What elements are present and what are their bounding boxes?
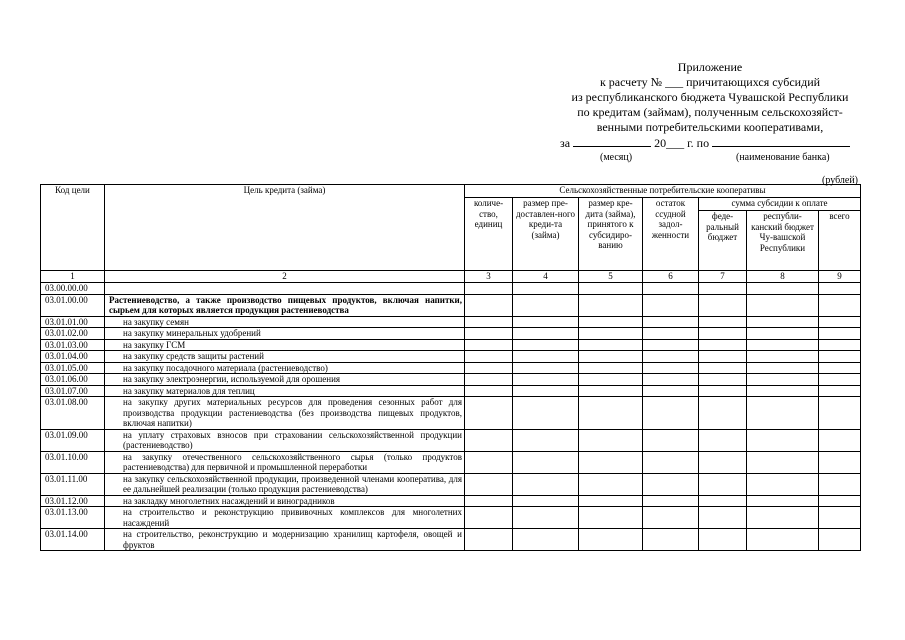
col-number: 3: [465, 271, 513, 283]
bank-blank: [712, 135, 850, 147]
empty-cell: [513, 397, 579, 430]
empty-cell: [465, 507, 513, 529]
empty-cell: [579, 473, 643, 495]
empty-cell: [819, 374, 861, 386]
empty-cell: [513, 529, 579, 551]
empty-cell: [819, 294, 861, 316]
appendix-line-3: из республиканского бюджета Чувашской Республики: [571, 90, 849, 104]
row-purpose: на закупку ГСМ: [105, 339, 465, 351]
col-number: 9: [819, 271, 861, 283]
column-numbers-row: [41, 271, 861, 283]
table-row: [41, 374, 861, 386]
col-number: 4: [513, 271, 579, 283]
row-purpose: Растениеводство, а также производство пищевых продуктов, включая напитки, сырьем для которых является продукция растениеводства: [105, 294, 465, 316]
row-code: 03.01.10.00: [41, 451, 105, 473]
empty-cell: [747, 328, 819, 340]
empty-cell: [819, 397, 861, 430]
row-code: 03.01.01.00: [41, 316, 105, 328]
empty-cell: [513, 294, 579, 316]
empty-cell: [819, 507, 861, 529]
empty-cell: [643, 283, 699, 295]
table-row: [41, 507, 861, 529]
row-code: 03.01.07.00: [41, 385, 105, 397]
empty-cell: [747, 385, 819, 397]
empty-cell: [465, 362, 513, 374]
empty-cell: [513, 316, 579, 328]
empty-cell: [465, 397, 513, 430]
header-federal: феде-ральный бюджет: [699, 211, 747, 271]
table-row: [41, 362, 861, 374]
period-line: [540, 135, 880, 151]
empty-cell: [643, 507, 699, 529]
empty-cell: [513, 451, 579, 473]
table-body: [41, 283, 861, 551]
empty-cell: [513, 362, 579, 374]
row-code: 03.01.03.00: [41, 339, 105, 351]
units-label: (рублей): [822, 175, 859, 186]
empty-cell: [465, 328, 513, 340]
appendix-line-2: к расчету № ___ причитающихся субсидий: [599, 75, 821, 89]
empty-cell: [699, 385, 747, 397]
empty-cell: [579, 294, 643, 316]
empty-cell: [465, 351, 513, 363]
empty-cell: [513, 374, 579, 386]
header-coops: Сельскохозяйственные потребительские кооперативы: [465, 185, 861, 198]
empty-cell: [643, 316, 699, 328]
empty-cell: [747, 473, 819, 495]
empty-cell: [579, 316, 643, 328]
empty-cell: [513, 283, 579, 295]
empty-cell: [465, 294, 513, 316]
empty-cell: [465, 385, 513, 397]
empty-cell: [819, 283, 861, 295]
appendix-line-5: венными потребительскими кооперативами,: [596, 120, 824, 134]
empty-cell: [747, 294, 819, 316]
table-row: [41, 294, 861, 316]
header-total: всего: [819, 211, 861, 271]
empty-cell: [699, 473, 747, 495]
empty-cell: [747, 529, 819, 551]
table-row: [41, 473, 861, 495]
empty-cell: [819, 429, 861, 451]
empty-cell: [699, 283, 747, 295]
empty-cell: [699, 294, 747, 316]
subsidy-table: [40, 184, 861, 551]
empty-cell: [465, 451, 513, 473]
empty-cell: [465, 495, 513, 507]
table-row: [41, 495, 861, 507]
month-blank: [573, 135, 651, 147]
table-row: [41, 397, 861, 430]
empty-cell: [513, 328, 579, 340]
row-code: 03.01.05.00: [41, 362, 105, 374]
empty-cell: [643, 397, 699, 430]
col-number: 1: [41, 271, 105, 283]
row-code: 03.01.09.00: [41, 429, 105, 451]
col-number: 5: [579, 271, 643, 283]
header-subsidy-sum: сумма субсидии к оплате: [699, 198, 861, 211]
header-accepted: размер кре-дита (займа), принятого к субсидиро-ванию: [579, 198, 643, 271]
empty-cell: [747, 339, 819, 351]
empty-cell: [699, 351, 747, 363]
header-purpose: Цель кредита (займа): [105, 185, 465, 271]
empty-cell: [579, 362, 643, 374]
caption-bank: (наименование банка): [736, 152, 830, 163]
empty-cell: [465, 374, 513, 386]
empty-cell: [747, 374, 819, 386]
row-purpose: на строительство, реконструкцию и модернизацию хранилищ картофеля, овощей и фруктов: [105, 529, 465, 551]
empty-cell: [699, 362, 747, 374]
row-purpose: на закупку материалов для теплиц: [105, 385, 465, 397]
empty-cell: [699, 316, 747, 328]
empty-cell: [747, 283, 819, 295]
empty-cell: [819, 362, 861, 374]
empty-cell: [643, 362, 699, 374]
empty-cell: [819, 328, 861, 340]
row-purpose: на закупку минеральных удобрений: [105, 328, 465, 340]
appendix-header: [540, 60, 880, 151]
col-number: 6: [643, 271, 699, 283]
header-code: Код цели: [41, 185, 105, 271]
empty-cell: [819, 529, 861, 551]
empty-cell: [747, 351, 819, 363]
table-row: [41, 328, 861, 340]
empty-cell: [643, 429, 699, 451]
empty-cell: [465, 339, 513, 351]
empty-cell: [819, 316, 861, 328]
empty-cell: [643, 339, 699, 351]
row-purpose: на закупку сельскохозяйственной продукции, произведенной членами кооператива, для ее дальнейшей реализации (только продукция растениеводства): [105, 473, 465, 495]
empty-cell: [579, 495, 643, 507]
row-purpose: на закупку посадочного материала (растениеводство): [105, 362, 465, 374]
empty-cell: [465, 316, 513, 328]
period-year: 20___ г. по: [654, 136, 710, 150]
empty-cell: [465, 429, 513, 451]
empty-cell: [579, 429, 643, 451]
row-purpose: [105, 283, 465, 295]
empty-cell: [643, 385, 699, 397]
empty-cell: [579, 507, 643, 529]
empty-cell: [579, 339, 643, 351]
table-row: [41, 529, 861, 551]
row-purpose: на закупку других материальных ресурсов для проведения сезонных работ для производства продукции растениеводства (без производства пищевых продуктов, включая напитки): [105, 397, 465, 430]
empty-cell: [699, 429, 747, 451]
table-row: [41, 351, 861, 363]
empty-cell: [643, 529, 699, 551]
empty-cell: [579, 351, 643, 363]
row-purpose: на строительство и реконструкцию прививочных комплексов для многолетних насаждений: [105, 507, 465, 529]
empty-cell: [513, 473, 579, 495]
col-number: 7: [699, 271, 747, 283]
empty-cell: [643, 374, 699, 386]
empty-cell: [643, 351, 699, 363]
table-row: [41, 316, 861, 328]
empty-cell: [819, 451, 861, 473]
empty-cell: [699, 374, 747, 386]
empty-cell: [579, 385, 643, 397]
empty-cell: [513, 495, 579, 507]
empty-cell: [513, 351, 579, 363]
empty-cell: [579, 451, 643, 473]
empty-cell: [747, 507, 819, 529]
header-balance: остаток ссудной задол-женности: [643, 198, 699, 271]
row-code: 03.01.06.00: [41, 374, 105, 386]
empty-cell: [699, 507, 747, 529]
empty-cell: [465, 283, 513, 295]
empty-cell: [465, 529, 513, 551]
table-row: [41, 385, 861, 397]
empty-cell: [579, 283, 643, 295]
empty-cell: [579, 397, 643, 430]
empty-cell: [819, 473, 861, 495]
empty-cell: [643, 451, 699, 473]
empty-cell: [699, 451, 747, 473]
empty-cell: [747, 495, 819, 507]
empty-cell: [747, 316, 819, 328]
row-purpose: на закупку семян: [105, 316, 465, 328]
empty-cell: [643, 328, 699, 340]
row-code: 03.01.11.00: [41, 473, 105, 495]
empty-cell: [465, 473, 513, 495]
row-code: 03.01.12.00: [41, 495, 105, 507]
empty-cell: [579, 328, 643, 340]
empty-cell: [819, 339, 861, 351]
empty-cell: [819, 385, 861, 397]
empty-cell: [579, 374, 643, 386]
row-purpose: на уплату страховых взносов при страховании сельскохозяйственной продукции (растениеводство): [105, 429, 465, 451]
empty-cell: [699, 328, 747, 340]
col-number: 2: [105, 271, 465, 283]
empty-cell: [747, 397, 819, 430]
row-code: 03.01.00.00: [41, 294, 105, 316]
row-code: 03.01.08.00: [41, 397, 105, 430]
empty-cell: [699, 529, 747, 551]
row-code: 03.01.04.00: [41, 351, 105, 363]
empty-cell: [819, 351, 861, 363]
period-za: за: [560, 136, 571, 150]
empty-cell: [699, 339, 747, 351]
empty-cell: [513, 339, 579, 351]
empty-cell: [643, 495, 699, 507]
table-row: [41, 283, 861, 295]
col-number: 8: [747, 271, 819, 283]
row-code: 03.01.13.00: [41, 507, 105, 529]
empty-cell: [513, 429, 579, 451]
header-republic: республи-канский бюджет Чу-вашской Республики: [747, 211, 819, 271]
appendix-line-4: по кредитам (займам), полученным сельскохозяйст-: [577, 105, 843, 119]
row-code: 03.01.02.00: [41, 328, 105, 340]
empty-cell: [579, 529, 643, 551]
empty-cell: [819, 495, 861, 507]
table-row: [41, 451, 861, 473]
row-purpose: на закупку отечественного сельскохозяйственного сырья (только продуктов растениеводства) для первичной и промышленной переработки: [105, 451, 465, 473]
row-code: 03.01.14.00: [41, 529, 105, 551]
row-purpose: на закладку многолетних насаждений и виноградников: [105, 495, 465, 507]
row-purpose: на закупку средств защиты растений: [105, 351, 465, 363]
header-qty: количе-ство, единиц: [465, 198, 513, 271]
empty-cell: [699, 397, 747, 430]
empty-cell: [643, 294, 699, 316]
header-loan-size: размер пре-доставлен-ного креди-та (займа): [513, 198, 579, 271]
empty-cell: [747, 362, 819, 374]
empty-cell: [747, 451, 819, 473]
row-code: 03.00.00.00: [41, 283, 105, 295]
table-row: [41, 339, 861, 351]
empty-cell: [513, 507, 579, 529]
empty-cell: [699, 495, 747, 507]
row-purpose: на закупку электроэнергии, используемой для орошения: [105, 374, 465, 386]
caption-month: (месяц): [600, 152, 633, 163]
empty-cell: [747, 429, 819, 451]
appendix-title: Приложение: [677, 60, 743, 74]
empty-cell: [643, 473, 699, 495]
empty-cell: [513, 385, 579, 397]
table-row: [41, 429, 861, 451]
